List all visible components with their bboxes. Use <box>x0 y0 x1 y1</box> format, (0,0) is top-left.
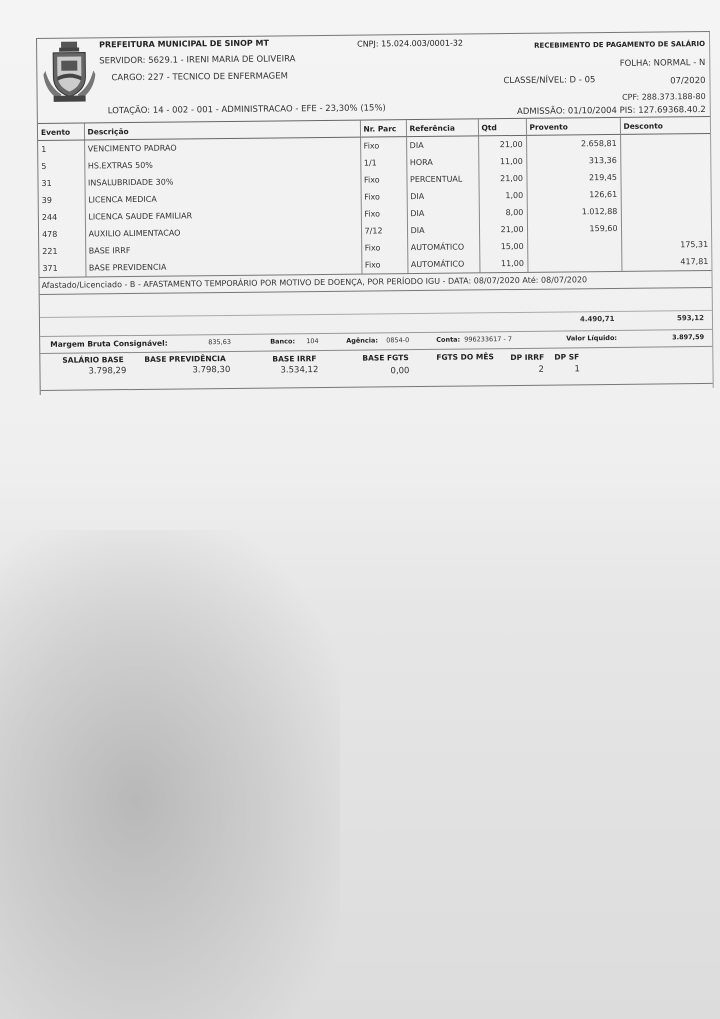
liquido-value: 3.897,59 <box>672 333 705 342</box>
lotacao: LOTAÇÃO: 14 - 002 - 001 - ADMINISTRACAO - EFE - 23,30% (15%) <box>107 103 386 117</box>
base-fgts-label: BASE FGTS <box>362 353 409 363</box>
cell-qtd: 15,00 <box>479 238 527 256</box>
banco-label: Banco: <box>270 337 296 346</box>
cell-desconto: 417,81 <box>621 253 711 271</box>
banco-value: 104 <box>306 337 319 346</box>
col-desconto: Desconto <box>620 117 710 134</box>
bases-row <box>40 346 712 391</box>
desconto-total: 593,12 <box>676 314 705 323</box>
base-previdencia-label: BASE PREVIDÊNCIA <box>144 354 226 364</box>
cell-provento <box>527 237 621 255</box>
cell-ref: AUTOMÁTICO <box>407 238 479 256</box>
col-referencia: Referência <box>406 119 478 136</box>
dp-sf-value: 1 <box>574 364 580 375</box>
hand-shadow <box>0 530 340 1019</box>
margem-value: 835,63 <box>208 337 231 347</box>
cell-parc: Fixo <box>360 171 406 188</box>
cell-evento: 244 <box>41 212 58 222</box>
cnpj: CNPJ: 15.024.003/0001-32 <box>357 38 464 49</box>
cell-qtd: 8,00 <box>479 204 527 222</box>
cell-evento: 31 <box>41 178 52 188</box>
payslip <box>36 31 714 395</box>
cell-evento: 371 <box>42 263 58 273</box>
cell-parc: Fixo <box>361 239 407 256</box>
cell-desconto <box>621 185 711 203</box>
base-previdencia-value: 3.798,30 <box>192 364 231 376</box>
cell-parc: Fixo <box>361 256 407 273</box>
cell-ref: HORA <box>406 153 478 171</box>
cell-descricao: BASE PREVIDENCIA <box>85 257 361 277</box>
events-table <box>38 117 712 277</box>
cell-desconto <box>621 202 711 220</box>
fgts-mes-label: FGTS DO MÊS <box>436 352 494 362</box>
cell-descricao: LICENCA MEDICA <box>85 189 361 209</box>
cell-descricao: HS.EXTRAS 50% <box>84 155 360 175</box>
cell-parc: Fixo <box>361 205 407 222</box>
cell-qtd: 11,00 <box>478 153 526 171</box>
admissao-pis: ADMISSÃO: 01/10/2004 PIS: 127.69368.40.2 <box>516 104 706 117</box>
cell-provento: 159,60 <box>527 220 621 238</box>
cell-provento: 1.012,88 <box>527 203 621 221</box>
cargo: CARGO: 227 - TECNICO DE ENFERMAGEM <box>111 71 289 84</box>
salario-base-label: SALÁRIO BASE <box>62 355 124 365</box>
cpf: CPF: 288.373.188-80 <box>622 91 706 102</box>
afastamento-note: Afastado/Licenciado - B - AFASTAMENTO TEMPORÁRIO POR MOTIVO DE DOENÇA, POR PERÍODO IGU - DATA: 08/07/2020 Até: 08/07/2020 <box>40 270 712 295</box>
payslip-header <box>37 32 710 124</box>
base-irrf-label: BASE IRRF <box>272 354 317 364</box>
cell-evento: 39 <box>41 195 52 205</box>
liquido-label: Valor Líquido: <box>566 333 618 343</box>
classe-nivel: CLASSE/NÍVEL: D - 05 <box>503 75 596 87</box>
cell-desconto <box>620 151 710 169</box>
cell-descricao: VENCIMENTO PADRAO <box>84 137 360 157</box>
cell-evento: 1 <box>41 144 47 154</box>
cell-desconto <box>620 168 710 186</box>
cell-provento: 219,45 <box>526 169 620 187</box>
org-name: PREFEITURA MUNICIPAL DE SINOP MT <box>99 38 269 50</box>
cell-desconto: 175,31 <box>621 236 711 254</box>
cell-descricao: LICENCA SAUDE FAMILIAR <box>85 206 361 226</box>
cell-ref: DIA <box>407 204 479 222</box>
cell-ref: DIA <box>407 187 479 205</box>
servidor: SERVIDOR: 5629.1 - IRENI MARIA DE OLIVEIRA <box>99 54 296 67</box>
cell-parc: Fixo <box>360 137 406 155</box>
cell-ref: PERCENTUAL <box>406 170 478 188</box>
base-irrf-value: 3.534,12 <box>280 365 319 376</box>
col-descricao: Descrição <box>84 121 360 140</box>
salario-base-value: 3.798,29 <box>88 366 127 377</box>
cell-descricao: BASE IRRF <box>85 240 361 260</box>
cell-ref: AUTOMÁTICO <box>407 255 479 273</box>
cell-descricao: AUXILIO ALIMENTACAO <box>85 223 361 243</box>
competencia: 07/2020 <box>670 75 706 87</box>
col-nr-parc: Nr. Parc <box>360 120 406 137</box>
dp-irrf-label: DP IRRF <box>510 352 545 363</box>
document-title: RECEBIMENTO DE PAGAMENTO DE SALÁRIO <box>534 39 706 50</box>
provento-total: 4.490,71 <box>579 314 615 324</box>
col-provento: Provento <box>526 118 620 135</box>
cell-evento: 478 <box>42 229 58 239</box>
cell-descricao: INSALUBRIDADE 30% <box>84 172 360 192</box>
agencia-label: Agência: <box>346 336 379 345</box>
cell-parc: Fixo <box>361 188 407 205</box>
cell-evento: 221 <box>42 246 58 256</box>
cell-provento: 126,61 <box>527 186 621 204</box>
dp-irrf-value: 2 <box>538 364 544 375</box>
cell-desconto <box>620 133 710 151</box>
col-evento: Evento <box>38 124 84 141</box>
cell-provento <box>527 254 621 272</box>
cell-ref: DIA <box>406 136 478 154</box>
cell-ref: DIA <box>407 221 479 239</box>
cell-qtd: 21,00 <box>479 221 527 239</box>
cell-parc: 7/12 <box>361 222 407 239</box>
cell-qtd: 1,00 <box>479 187 527 205</box>
cell-qtd: 11,00 <box>479 255 527 273</box>
col-qtd: Qtd <box>478 119 526 136</box>
conta-value: 996233617 - 7 <box>464 335 513 344</box>
cell-parc: 1/1 <box>360 154 406 171</box>
cell-provento: 2.658,81 <box>526 134 620 152</box>
cell-provento: 313,36 <box>526 152 620 170</box>
margem-label: Margem Bruta Consignável: <box>50 338 168 349</box>
city-crest-logo <box>43 40 96 103</box>
cell-evento: 5 <box>41 161 47 171</box>
cell-desconto <box>621 219 711 237</box>
conta-label: Conta: <box>436 335 461 344</box>
agencia-value: 0854-0 <box>386 336 410 345</box>
folha: FOLHA: NORMAL - N <box>619 57 706 69</box>
base-fgts-value: 0,00 <box>390 366 410 377</box>
cell-qtd: 21,00 <box>478 170 526 188</box>
cell-qtd: 21,00 <box>478 135 526 153</box>
dp-sf-label: DP SF <box>554 352 580 362</box>
